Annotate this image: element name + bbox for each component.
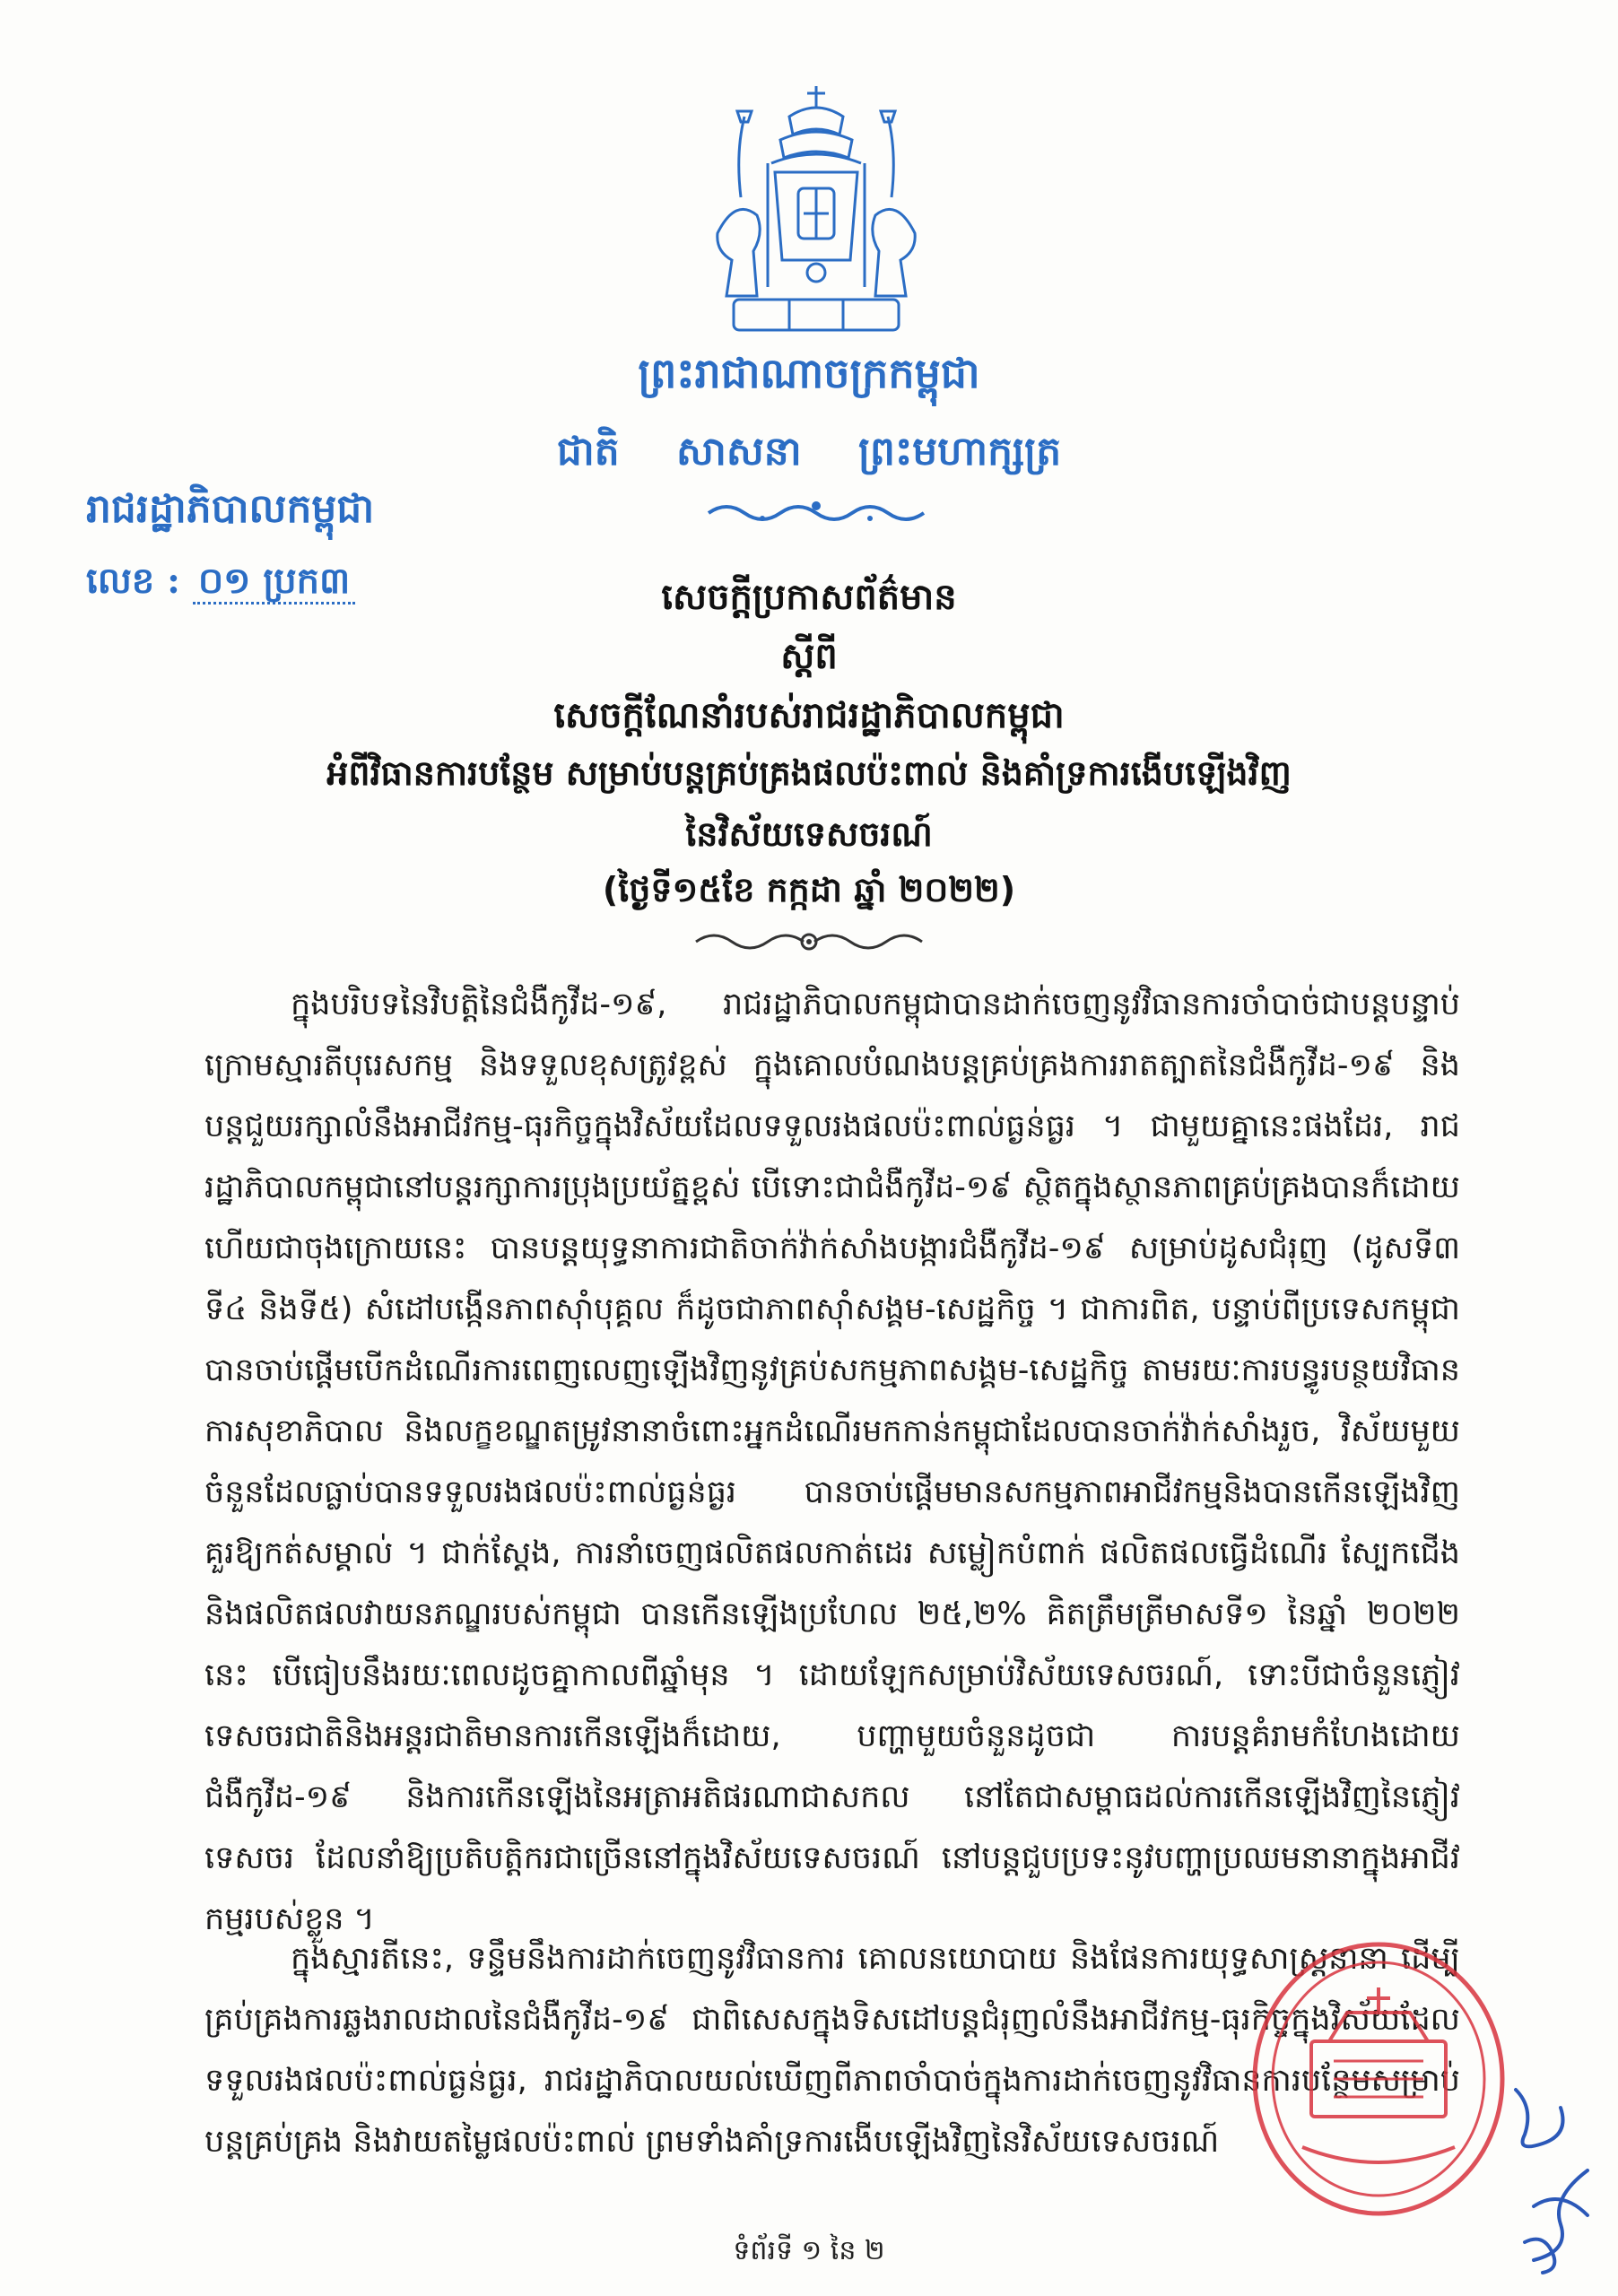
ornament-divider-icon — [683, 924, 935, 958]
announcement-sector: នៃវិស័យទេសចរណ៍ — [685, 814, 933, 854]
announcement-date: (ថ្ងៃទី១៥ខែ កក្កដា ឆ្នាំ ២០២២) — [602, 870, 1016, 909]
reference-number-label: លេខ : — [86, 560, 180, 602]
page-number: ទំព័រទី ១ នៃ ២ — [733, 2235, 885, 2266]
announcement-subject-detail: អំពីវិធានការបន្ថែម សម្រាប់បន្តគ្រប់គ្រងផលប៉ះពាល់ និងគាំទ្រការងើបឡើងវិញ — [326, 753, 1292, 793]
government-name: រាជរដ្ឋាភិបាលកម្ពុជា — [86, 486, 375, 532]
royal-emblem-icon — [682, 81, 951, 350]
announcement-title: សេចក្តីប្រកាសព័ត៌មាន — [661, 577, 957, 618]
national-motto: ជាតិ សាសនា ព្រះមហាក្សត្រ — [556, 429, 1062, 474]
body-paragraph: ក្នុងស្មារតីនេះ, ទន្ទឹមនឹងការដាក់ចេញនូវវិធានការ គោលនយោបាយ និងផែនការយុទ្ធសាស្ត្រនានា ដើម្បីគ្រប់គ្រងការឆ្លងរាលដាលនៃជំងឺកូវីដ-១៩ ជាពិសេសក្នុងទិសដៅបន្តជំរុញលំនឹងអាជីវកម្ម-ធុរកិច្ចក្នុងវិស័យដែលទទួលរងផលប៉ះពាល់ធ្ងន់ធ្ងរ, រាជរដ្ឋាភិបាលយល់ឃើញពីភាពចាំបាច់ក្នុងការដាក់ចេញនូវវិធានការបន្ថែមសម្រាប់បន្តគ្រប់គ្រង និងវាយតម្លៃផលប៉ះពាល់ ព្រមទាំងគាំទ្រការងើបឡើងវិញនៃវិស័យទេសចរណ៍ — [204, 1941, 1460, 2160]
ornament-divider-icon — [700, 493, 933, 529]
kingdom-title: ព្រះរាជាណាចក្រកម្ពុជា — [638, 349, 980, 397]
body-paragraph: ក្នុងបរិបទនៃវិបត្តិនៃជំងឺកូវីដ-១៩, រាជរដ្ឋាភិបាលកម្ពុជាបានដាក់ចេញនូវវិធានការចាំបាច់ជាបន្តបន្ទាប់ក្រោមស្មារតីបុរេសកម្ម និងទទួលខុសត្រូវខ្ពស់ ក្នុងគោលបំណងបន្តគ្រប់គ្រងការរាតត្បាតនៃជំងឺកូវីដ-១៩ និងបន្តជួយរក្សាលំនឹងអាជីវកម្ម-ធុរកិច្ចក្នុងវិស័យដែលទទួលរងផលប៉ះពាល់ធ្ងន់ធ្ងរ ។ ជាមួយគ្នានេះផងដែរ, រាជរដ្ឋាភិបាលកម្ពុជានៅបន្តរក្សាការប្រុងប្រយ័ត្នខ្ពស់ បើទោះជាជំងឺកូវីដ-១៩ ស្ថិតក្នុងស្ថានភាពគ្រប់គ្រងបានក៏ដោយ ហើយជាចុងក្រោយនេះ បានបន្តយុទ្ធនាការជាតិចាក់វ៉ាក់សាំងបង្ការជំងឺកូវីដ-១៩ សម្រាប់ដូសជំរុញ (ដូសទី៣ ទី៤ និងទី៥) សំដៅបង្កើនភាពស៊ាំបុគ្គល ក៏ដូចជាភាពស៊ាំសង្គម-សេដ្ឋកិច្ច ។ ជាការពិត, បន្ទាប់ពីប្រទេសកម្ពុជាបានចាប់ផ្តើមបើកដំណើរការពេញលេញឡើងវិញនូវគ្រប់សកម្មភាពសង្គម-សេដ្ឋកិច្ច តាមរយៈការបន្ធូរបន្ថយវិធានការសុខាភិបាល និងលក្ខខណ្ឌតម្រូវនានាចំពោះអ្នកដំណើរមកកាន់កម្ពុជាដែលបានចាក់វ៉ាក់សាំងរួច, វិស័យមួយចំនួនដែលធ្លាប់បានទទួលរងផលប៉ះពាល់ធ្ងន់ធ្ងរ បានចាប់ផ្តើមមានសកម្មភាពអាជីវកម្មនិងបានកើនឡើងវិញគួរឱ្យកត់សម្គាល់ ។ ជាក់ស្តែង, ការនាំចេញផលិតផលកាត់ដេរ សម្លៀកបំពាក់ ផលិតផលធ្វើដំណើរ ស្បែកជើង និងផលិតផលវាយនភណ្ឌរបស់កម្ពុជា បានកើនឡើងប្រហែល ២៥,២% គិតត្រឹមត្រីមាសទី១ នៃឆ្នាំ ២០២២ នេះ បើធៀបនឹងរយៈពេលដូចគ្នាកាលពីឆ្នាំមុន ។ ដោយឡែកសម្រាប់វិស័យទេសចរណ៍, ទោះបីជាចំនួនភ្ញៀវទេសចរជាតិនិងអន្តរជាតិមានការកើនឡើងក៏ដោយ, បញ្ហាមួយចំនួនដូចជា ការបន្តគំរាមកំហែងដោយជំងឺកូវីដ-១៩ និងការកើនឡើងនៃអត្រាអតិផរណាជាសកល នៅតែជាសម្ពាធដល់ការកើនឡើងវិញនៃភ្ញៀវទេសចរ ដែលនាំឱ្យប្រតិបត្តិករជាច្រើននៅក្នុងវិស័យទេសចរណ៍ នៅបន្តជួបប្រទះនូវបញ្ហាប្រឈមនានាក្នុងអាជីវកម្មរបស់ខ្លួន ។ — [204, 987, 1460, 1937]
official-seal-icon — [1248, 1935, 1509, 2222]
reference-number-value: ០១ ប្រក៣ — [193, 560, 355, 604]
announcement-subject: សេចក្តីណែនាំរបស់រាជរដ្ឋាភិបាលកម្ពុជា — [553, 695, 1065, 736]
announcement-about: ស្តីពី — [780, 636, 838, 677]
